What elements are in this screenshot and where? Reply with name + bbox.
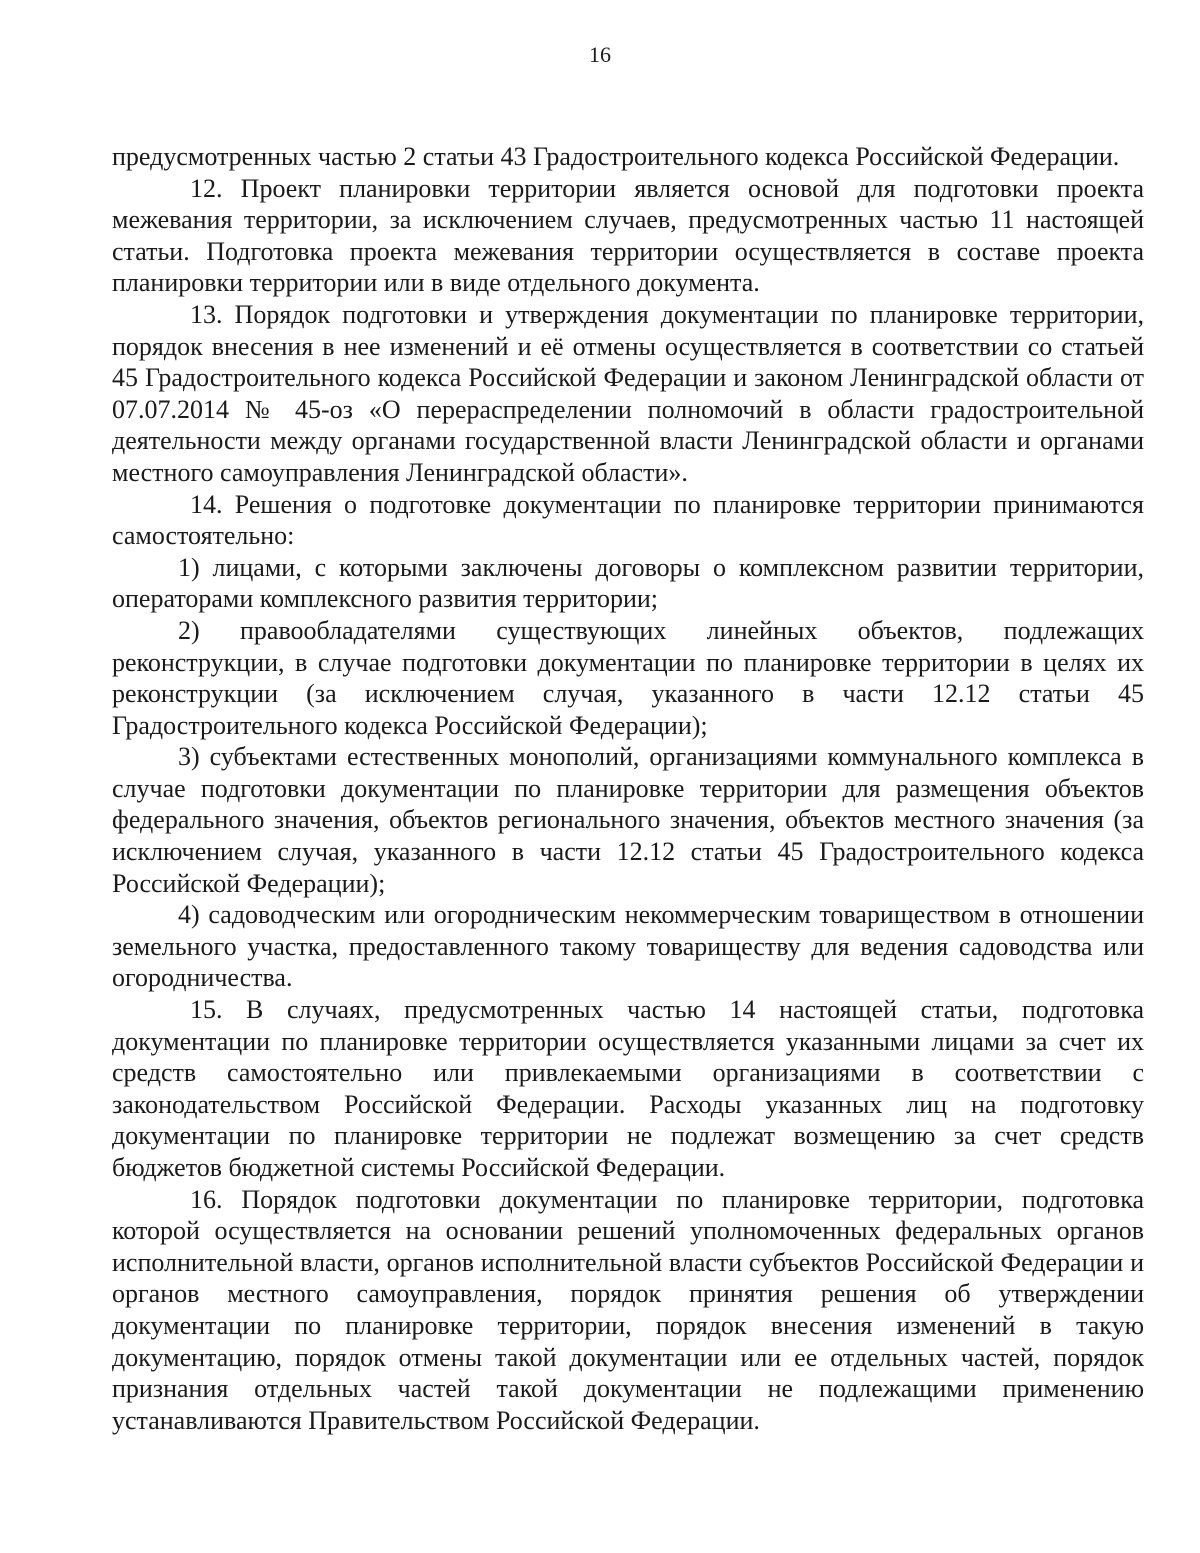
document-body xyxy=(112,141,1144,1436)
paragraph-continuation: предусмотренных частью 2 статьи 43 Градостроительного кодекса Российской Федерации. xyxy=(112,142,1120,171)
paragraph-14-item-3: 3) субъектами естественных монополий, организациями коммунального комплекса в случае подготовки документации по планировке территории для размещения объектов федерального значения, объектов регионального значения, объектов местного значения (за исключением случая, указанного в части 12.12 статьи 45 Градостроительного кодекса Российской Федерации); xyxy=(112,742,1144,898)
paragraph-14-item-1: 1) лицами, с которыми заключены договоры о комплексном развитии территории, операторами комплексного развития территории; xyxy=(112,552,1144,614)
paragraph-14-item-2: 2) правообладателями существующих линейных объектов, подлежащих реконструкции, в случае подготовки документации по планировке территории в целях их реконструкции (за исключением случая, указанного в части 12.12 статьи 45 Градостроительного кодекса Российской Федерации); xyxy=(112,615,1144,740)
paragraph-13: 13. Порядок подготовки и утверждения документации по планировке территории, порядок внесения в нее изменений и её отмены осуществляется в соответствии со статьей 45 Градостроительного кодекса Российской Федерации и законом Ленинградской области от 07.07.2014 № 45-оз «О перераспределении полномочий в области градостроительной деятельности между органами государственной власти Ленинградской области и органами местного самоуправления Ленинградской области». xyxy=(112,299,1144,487)
paragraph-15: 15. В случаях, предусмотренных частью 14 настоящей статьи, подготовка документации по планировке территории осуществляется указанными лицами за счет их средств самостоятельно или привлекаемыми организациями в соответствии с законодательством Российской Федерации. Расходы указанных лиц на подготовку документации по планировке территории не подлежат возмещению за счет средств бюджетов бюджетной системы Российской Федерации. xyxy=(112,995,1144,1182)
paragraph-14: 14. Решения о подготовке документации по планировке территории принимаются самостоятельно: xyxy=(112,489,1144,551)
paragraph-16: 16. Порядок подготовки документации по планировке территории, подготовка которой осуществляется на основании решений уполномоченных федеральных органов исполнительной власти, органов исполнительной власти субъектов Российской Федерации и органов местного самоуправления, порядок принятия решения об утверждении документации по планировке территории, порядок внесения изменений в такую документацию, порядок отмены такой документации или ее отдельных частей, порядок признания отдельных частей такой документации не подлежащими применению устанавливаются Правительством Российской Федерации. xyxy=(112,1184,1144,1435)
paragraph-12: 12. Проект планировки территории является основой для подготовки проекта межевания территории, за исключением случаев, предусмотренных частью 11 настоящей статьи. Подготовка проекта межевания территории осуществляется в составе проекта планировки территории или в виде отдельного документа. xyxy=(112,173,1144,298)
paragraph-14-item-4: 4) садоводческим или огородническим некоммерческим товариществом в отношении земельного участка, предоставленного такому товариществу для ведения садоводства или огородничества. xyxy=(112,900,1144,993)
page-number: 16 xyxy=(589,42,611,67)
